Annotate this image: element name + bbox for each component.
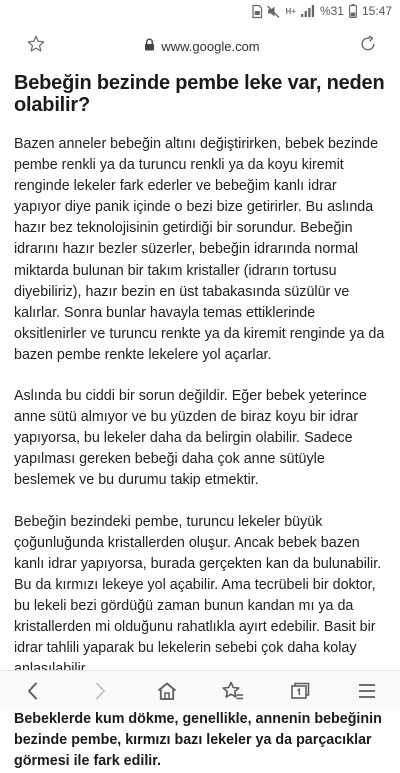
battery-icon: [349, 4, 357, 18]
hamburger-menu-icon: [357, 682, 377, 700]
menu-button[interactable]: [347, 673, 387, 709]
sim-card-icon: [251, 5, 262, 18]
battery-percent: %31: [319, 4, 344, 18]
back-arrow-icon: [25, 681, 41, 701]
clock: 15:47: [361, 4, 392, 18]
article-sub-heading: Bebeklerde kum dökme, genellikle, annenin bebeğinin bezinde pembe, kırmızı bazı lekeler ya da parçacıklar görmesi ile fark edilir.: [14, 711, 382, 770]
status-bar: [0, 0, 400, 22]
bookmarks-star-icon: [221, 680, 245, 702]
forward-button[interactable]: [80, 673, 120, 709]
tabs-icon: [289, 681, 311, 701]
article-paragraph-3: Bebeğin bezindeki pembe, turuncu lekeler büyük çoğunluğunda kristallerden oluşur. Ancak bebek bazen kanlı idrar yapıyorsa, burada gerçekten kan da bulunabilir. Bu da kırmızı lekeye yol açabilir. Ama tecrübeli bir doktor, bu lekeli bezi gördüğü zaman bunun kandan mı ya da kristallerden mi olduğunu rahatlıkla ayırt edebilir. Basit bir idrar tahlili yaparak bu lekelerin sebebi çok daha kolay: [14, 513, 382, 657]
home-icon: [156, 681, 178, 701]
bookmark-star-icon[interactable]: [26, 34, 46, 59]
article-title: Bebeğin bezinde pembe leke var, neden olabilir?: [14, 72, 385, 116]
article-content: [0, 70, 400, 770]
back-button[interactable]: [13, 673, 53, 709]
network-type-label: H+: [285, 6, 296, 16]
browser-nav-bar: [0, 670, 400, 711]
article-paragraph-2: Aslında bu ciddi bir sorun değildir. Eğer bebek yeterince anne sütü almıyor ve bu yüzden de biraz koyu bir idrar yapıyorsa, bu lekeler daha da belirgin olabilir. Sadece yapılması gereken bebeği daha çok anne sütüyle beslemek ve bu durumu takip etmektir.: [14, 388, 367, 489]
home-button[interactable]: [147, 673, 187, 709]
browser-url-bar: [0, 22, 400, 70]
url-text: www.google.com: [161, 38, 260, 54]
mute-icon: [267, 5, 280, 18]
signal-icon: [301, 5, 315, 17]
forward-arrow-icon: [92, 681, 108, 701]
bookmarks-button[interactable]: [213, 673, 253, 709]
address-field[interactable]: [144, 38, 259, 54]
article-paragraph-1: Bazen anneler bebeğin altını değiştirirken, bebek bezinde pembe renkli ya da turuncu renkli ya da koyu kiremit renginde lekeler fark ederler ve bebeğim kanlı idrar yapıyor diye panik içinde o bezi bize getirirler. Bu aslında hazır bez teknolojisinin getirdiği bir sorundur. Bebeğin idrarını hazır bezler süzerler, bebeğin idrarında normal miktarda bulunan bir takım kristaller (idrarın tortusu diyebiliriz), hazır bezin en üst tabakasında süzülür ve kalırlar. Sonra bunlar havayla temas ettiklerinde oksitlenirler ve turuncu renkte ya da kiremit renginde ya da bazen pembe renkte lekelere yol açarlar.: [14, 136, 385, 363]
lock-icon: [144, 38, 155, 54]
tabs-button[interactable]: [280, 673, 320, 709]
reload-icon[interactable]: [358, 34, 378, 59]
